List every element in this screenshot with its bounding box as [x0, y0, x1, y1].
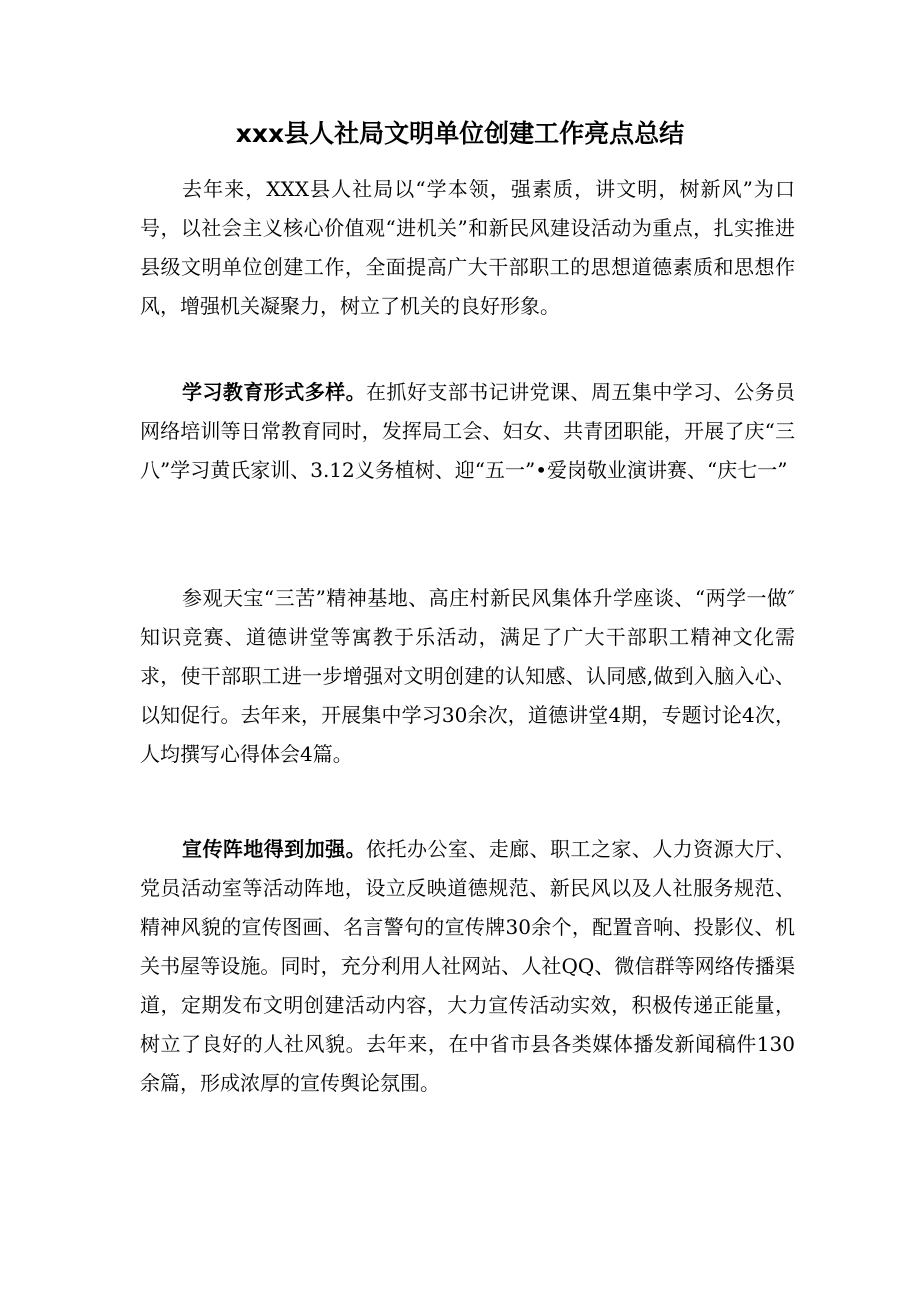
- paragraph-learning-education-heading: 学习教育形式多样。: [182, 380, 367, 404]
- paragraph-learning-education-text: 在抓好支部书记讲党课、周五集中学习、公务员网络培训等日常教育同时，发挥局工会、妇女、共青团职能，开展了庆“三八”学习黄氏家训、3.12义务植树、迎“五一”•爱岗敬业演讲赛、“庆七一”: [140, 380, 796, 482]
- paragraph-publicity: [140, 830, 795, 1103]
- paragraph-learning-education: [140, 373, 795, 490]
- paragraph-publicity-text: 依托办公室、走廊、职工之家、人力资源大厅、党员活动室等活动阵地，设立反映道德规范、新民风以及人社服务规范、精神风貌的宣传图画、名言警句的宣传牌30余个，配置音响、投影仪、机关书屋等设施。同时，充分利用人社网站、人社QQ、微信群等网络传播渠道，定期发布文明创建活动内容，大力宣传活动实效，积极传递正能量，树立了良好的人社风貌。去年来，在中省市县各类媒体播发新闻稿件130余篇，形成浓厚的宣传舆论氛围。: [140, 837, 796, 1095]
- paragraph-intro: [140, 170, 795, 326]
- paragraph-intro-text: 去年来，XXX县人社局以“学本领，强素质，讲文明，树新风”为口号，以社会主义核心价值观“进机关”和新民风建设活动为重点，扎实推进县级文明单位创建工作，全面提高广大干部职工的思想道德素质和思想作风，增强机关凝聚力，树立了机关的良好形象。: [140, 177, 795, 318]
- paragraph-activities-text: 参观天宝“三苦”精神基地、高庄村新民风集体升学座谈、“两学一做″知识竞赛、道德讲堂等寓教于乐活动，满足了广大干部职工精神文化需求，使干部职工进一步增强对文明创建的认知感、认同感,做到入脑入心、以知促行。去年来，开展集中学习30余次，道德讲堂4期，专题讨论4次，人均撰写心得体会4篇。: [140, 586, 795, 766]
- paragraph-publicity-heading: 宣传阵地得到加强。: [182, 837, 367, 861]
- paragraph-activities: [140, 579, 795, 774]
- document-title: xxx县人社局文明单位创建工作亮点总结: [235, 119, 685, 148]
